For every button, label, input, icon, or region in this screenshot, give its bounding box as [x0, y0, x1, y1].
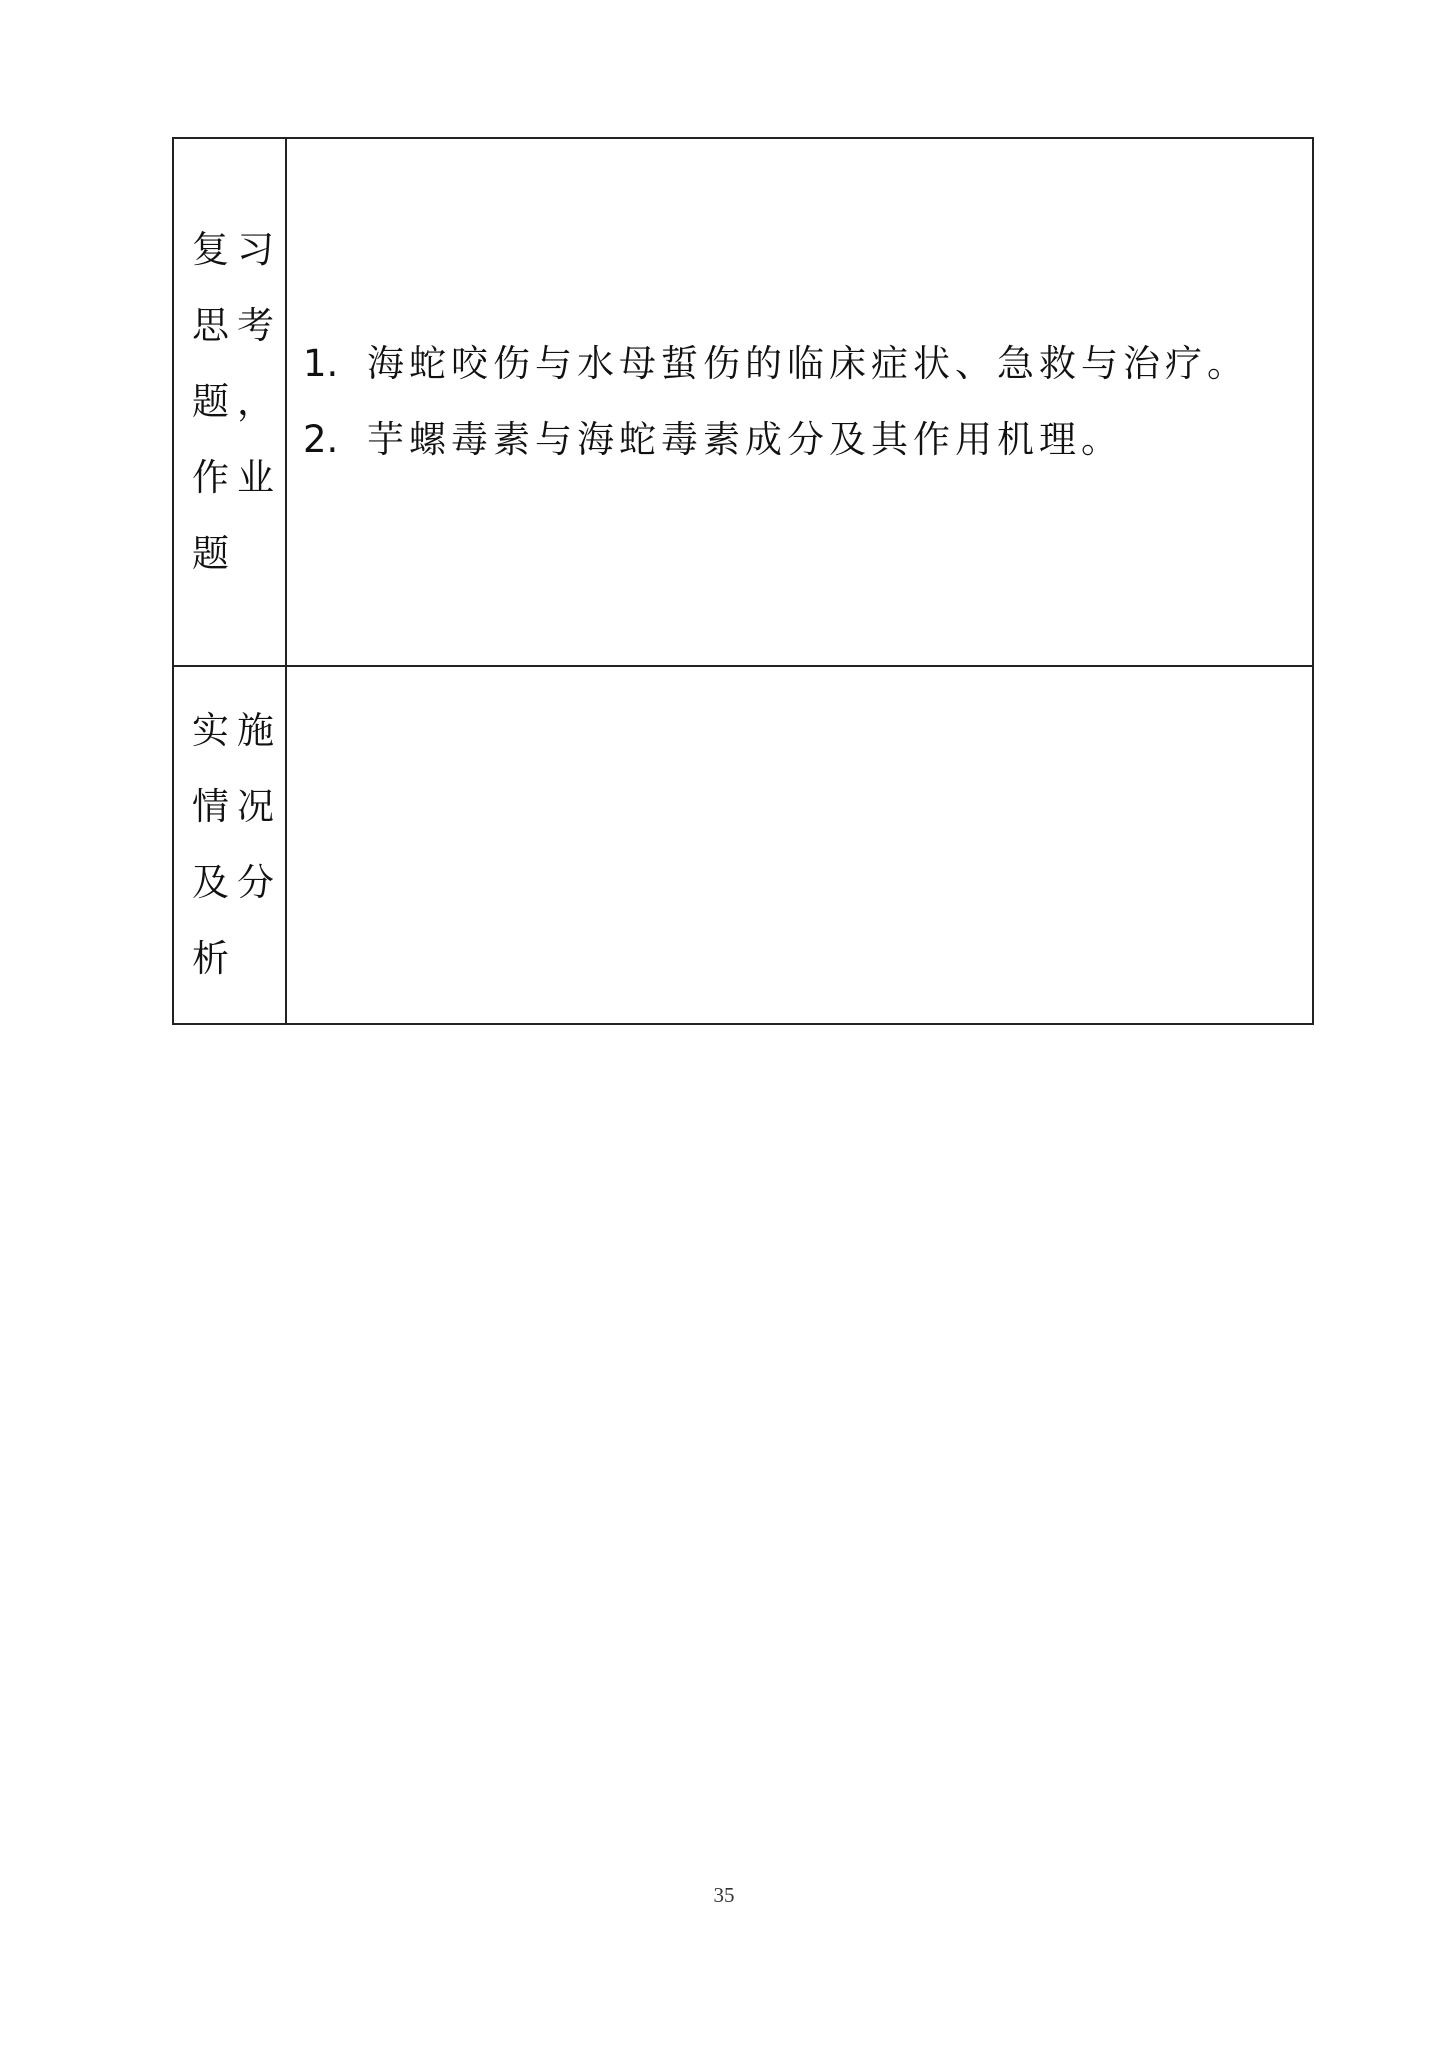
- review-questions-row: [173, 138, 1313, 666]
- question-text: 芋螺毒素与海蛇毒素成分及其作用机理。: [367, 418, 1123, 461]
- label-line: 情况: [192, 785, 282, 828]
- label-line: 题，: [192, 380, 282, 423]
- label-line: 题: [192, 532, 237, 575]
- question-list: [303, 326, 1312, 478]
- page-number: 35: [713, 1883, 735, 1907]
- label-line: 作业: [192, 456, 282, 499]
- label-line: 析: [192, 937, 237, 980]
- implementation-analysis-content: [286, 666, 1313, 1024]
- label-line: 及分: [192, 861, 282, 904]
- implementation-analysis-row: [173, 666, 1313, 1024]
- label-line: 实施: [192, 709, 282, 752]
- review-questions-label: [173, 138, 286, 666]
- question-text: 海蛇咬伤与水母蜇伤的临床症状、急救与治疗。: [367, 342, 1249, 385]
- question-number: 1.: [303, 342, 339, 385]
- label-line: 思考: [192, 304, 282, 347]
- label-line: 复习: [192, 228, 282, 271]
- question-item: [303, 326, 1312, 402]
- implementation-analysis-label: [173, 666, 286, 1024]
- review-questions-content: [286, 138, 1313, 666]
- question-item: [303, 402, 1312, 478]
- lesson-plan-table: [172, 137, 1314, 1025]
- question-number: 2.: [303, 418, 339, 461]
